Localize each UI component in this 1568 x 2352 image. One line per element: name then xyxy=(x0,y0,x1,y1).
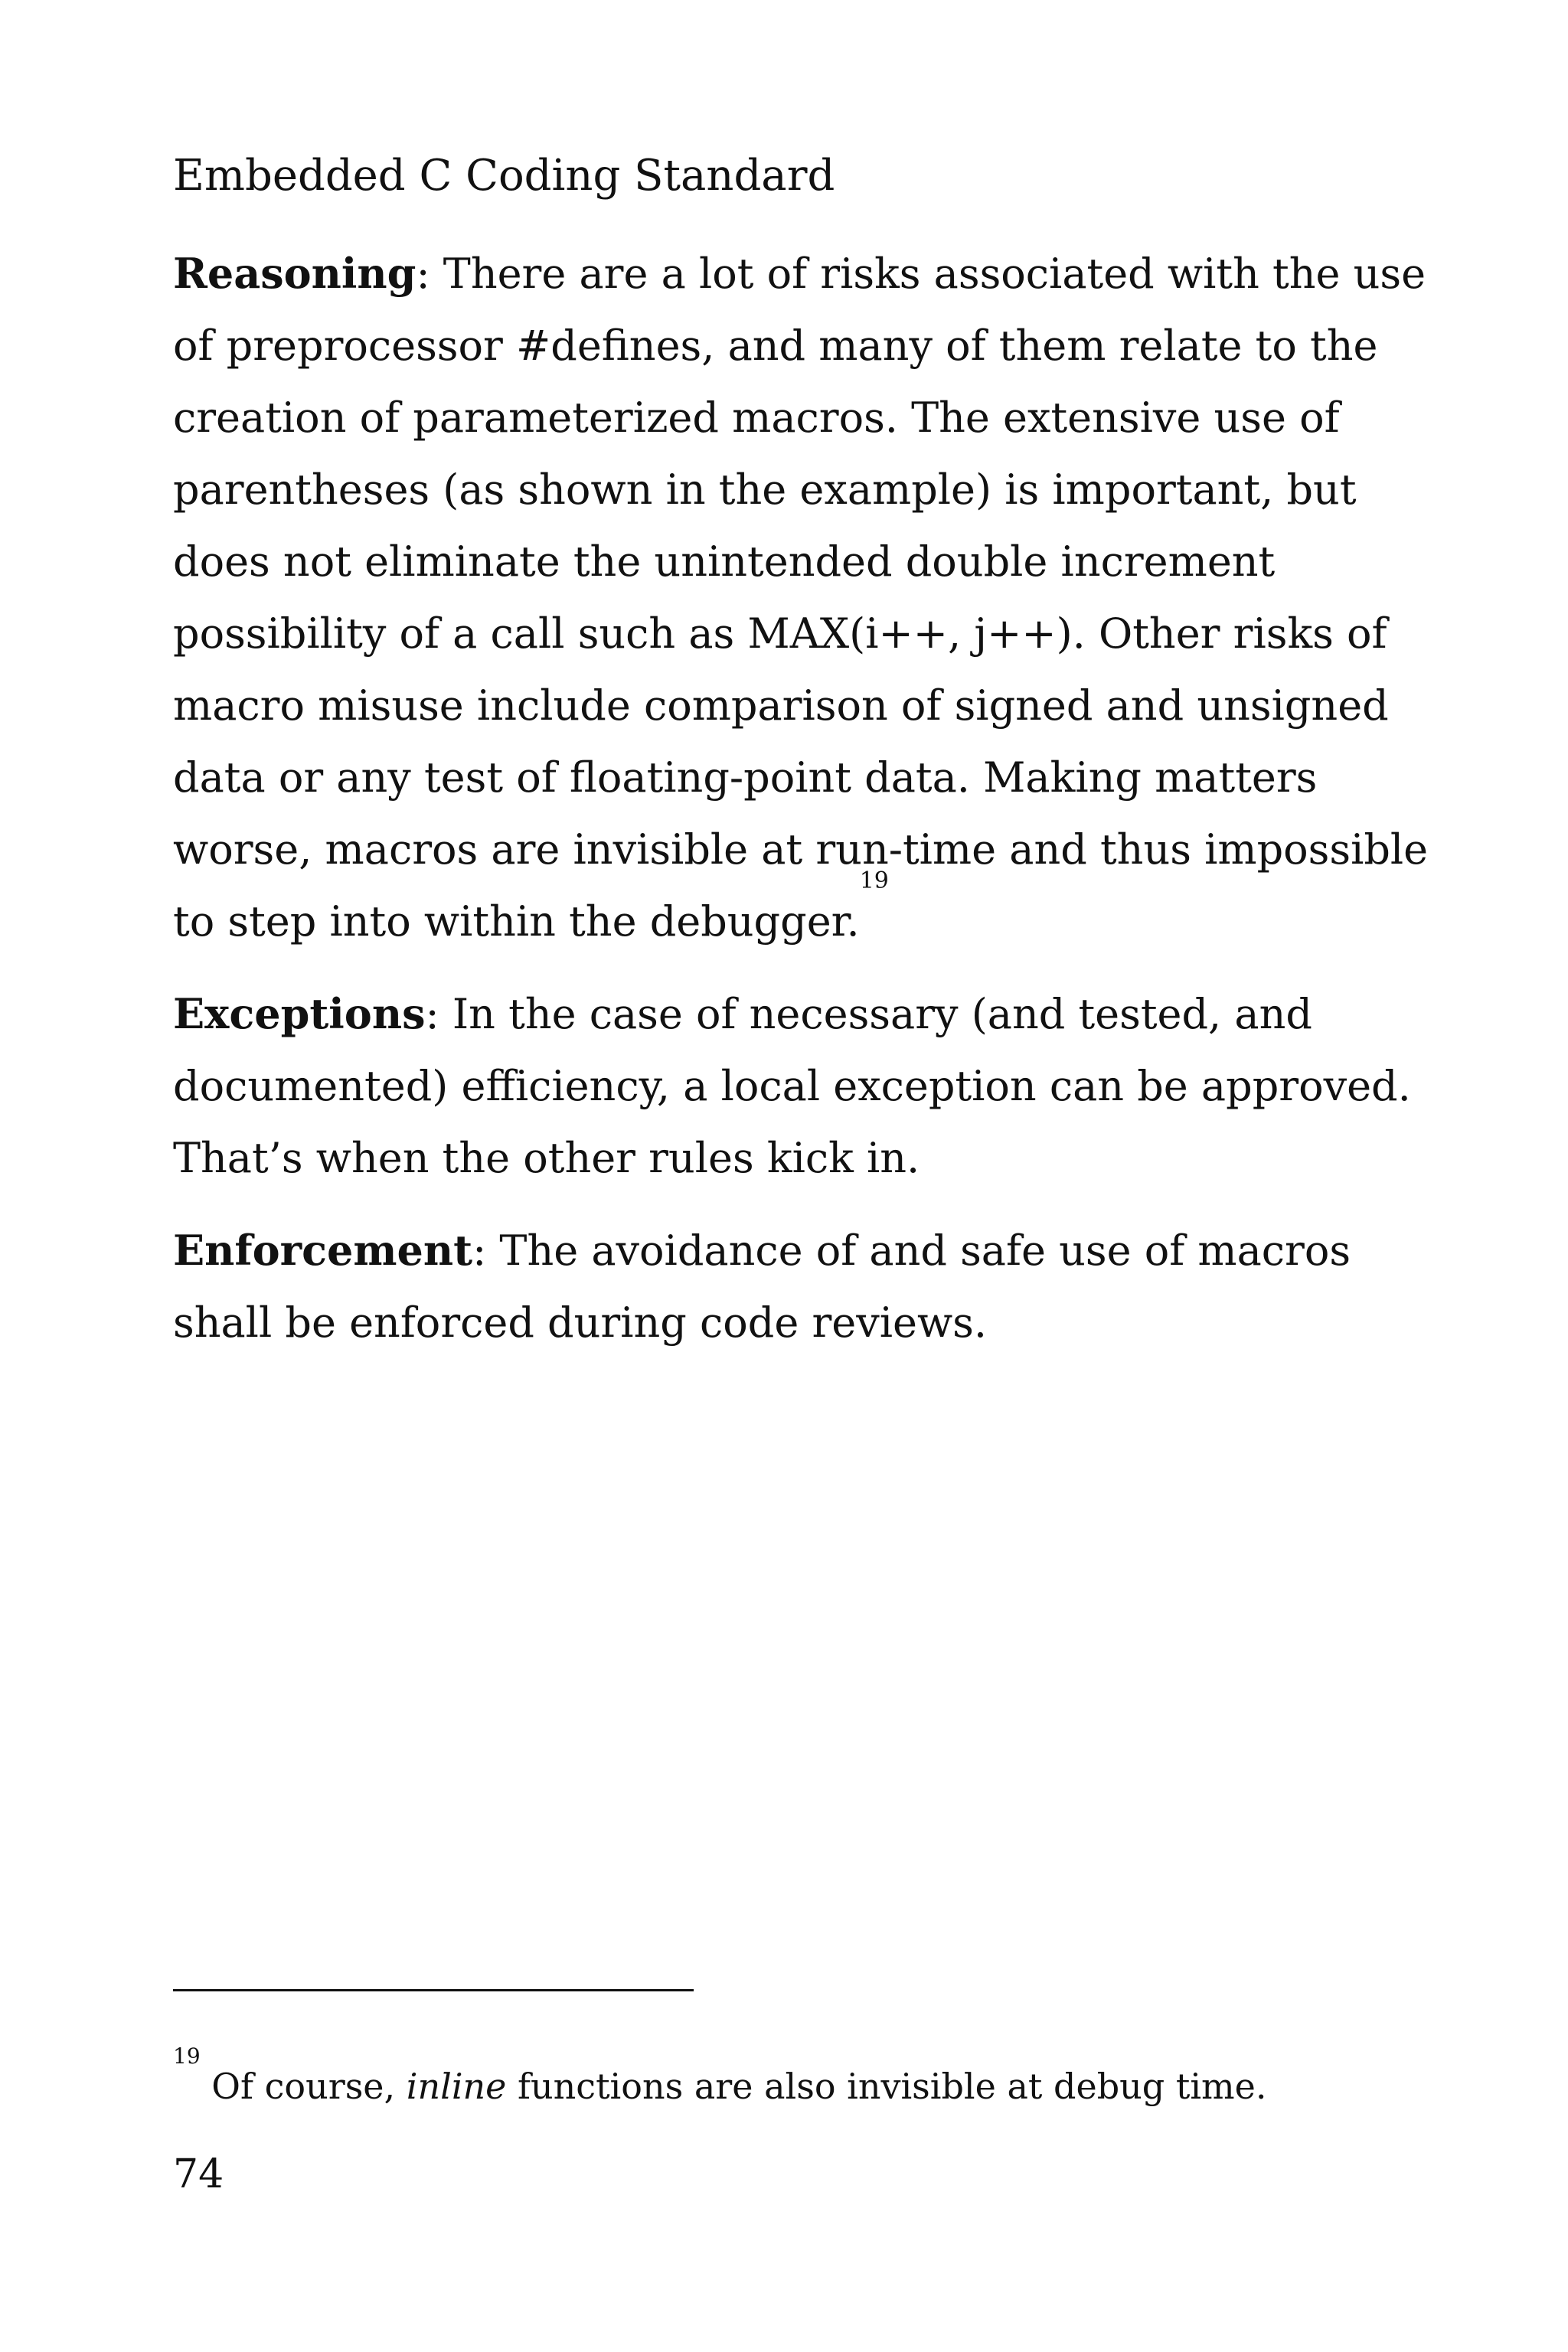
exceptions-line-3: That’s when the other rules kick in. xyxy=(173,1134,920,1182)
running-header: Embedded C Coding Standard xyxy=(173,151,835,201)
footnote xyxy=(173,2043,1267,2113)
reasoning-line-3: creation of parameterized macros. The extensive use of xyxy=(173,394,1340,442)
enforcement-paragraph xyxy=(173,1214,1367,1359)
footnote-number: 19 xyxy=(173,2043,201,2069)
reasoning-label: Reasoning xyxy=(173,249,416,298)
exceptions-text: : In the case of necessary (and tested, and xyxy=(425,990,1312,1038)
reasoning-last-text: to step into within the debugger. xyxy=(173,897,860,946)
reasoning-text: : There are a lot of risks associated with the use xyxy=(416,250,1426,298)
body-text xyxy=(173,237,1429,1379)
reasoning-line-8: data or any test of floating-point data. Making matters xyxy=(173,753,1318,802)
enforcement-line-2: shall be enforced during code reviews. xyxy=(173,1298,988,1347)
enforcement-text: : The avoidance of and safe use of macros xyxy=(472,1227,1351,1275)
enforcement-line-1 xyxy=(173,1214,1367,1287)
footnote-divider xyxy=(173,1989,694,1991)
exceptions-line-1 xyxy=(173,978,1367,1050)
reasoning-paragraph xyxy=(173,237,1429,958)
footnote-text-after: functions are also invisible at debug time. xyxy=(506,2066,1267,2107)
enforcement-label: Enforcement xyxy=(173,1226,473,1275)
exceptions-paragraph xyxy=(173,978,1411,1194)
reasoning-line-1 xyxy=(173,237,1426,310)
footnote-italic-term: inline xyxy=(406,2066,507,2107)
footnote-text-before: Of course, xyxy=(200,2066,407,2107)
reasoning-line-9: worse, macros are invisible at run-time and thus impossible xyxy=(173,825,1429,874)
reasoning-line-6: possibility of a call such as MAX(i++, j++). Other risks of xyxy=(173,609,1387,658)
page-number: 74 xyxy=(173,2151,224,2197)
reasoning-line-7: macro misuse include comparison of signed and unsigned xyxy=(173,681,1389,730)
exceptions-line-2: documented) efficiency, a local exception can be approved. xyxy=(173,1062,1411,1110)
reasoning-line-5: does not eliminate the unintended double increment xyxy=(173,537,1276,586)
reasoning-line-4: parentheses (as shown in the example) is important, but xyxy=(173,466,1357,514)
reasoning-line-2: of preprocessor #defines, and many of them relate to the xyxy=(173,322,1378,370)
exceptions-label: Exceptions xyxy=(173,989,426,1038)
reasoning-line-10 xyxy=(173,867,1367,958)
footnote-reference[interactable]: 19 xyxy=(859,867,889,894)
